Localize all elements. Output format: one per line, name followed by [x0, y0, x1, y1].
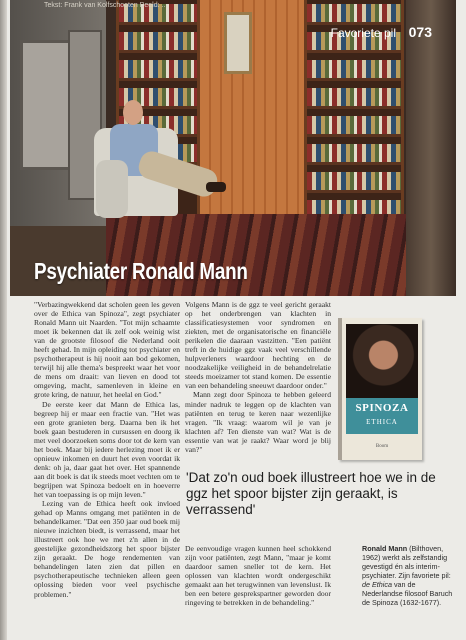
- body-column-2-continued: [185, 544, 331, 607]
- book-cover: [338, 318, 422, 460]
- pull-quote: 'Dat zo'n oud boek illustreert hoe we in de ggz het spoor bijster zijn geraakt, is verrassend': [186, 470, 436, 517]
- article-title: Psychiater Ronald Mann: [34, 258, 248, 284]
- photo-credit: Tekst: Frank van Kolfschooten Beeld: ...: [44, 2, 168, 9]
- bio-text-end: van de Nederlandse filosoof Baruch de Spinoza (1632-1677).: [362, 580, 453, 608]
- photo-wooden-wall: [200, 0, 310, 230]
- photo-person-shoe: [206, 182, 226, 192]
- book-subtitle: ETHICA: [366, 418, 398, 426]
- paragraph: Lezing van de Ethica heeft ook invloed gehad op Manns omgang met patiënten in de behandelkamer. "Dat een 350 jaar oud boek mij nieuwe inzichten biedt, is verrassend, maar het illustreert ook hoe we met z'n allen in de geestelijke gezondheidszorg het spoor bijster zijn geraakt. De hoge rendementen van behandelingen laten zien dat pillen en psychotherapeutische technieken alleen geen oplossing bieden voor veel psychische problemen.": [34, 499, 180, 599]
- shelf-row: [307, 116, 401, 137]
- shelf-row: [307, 172, 401, 193]
- paragraph: De eerste keer dat Mann de Ethica las, begreep hij er maar een fractie van. "Het was een grote granieten berg. Daarna ben ik het boek gaan bestuderen in cursussen en doorg ik met veel doorzoeken soms door tot de kern van het boek. Maar bij iedere herlezing moet ik er opnieuw inkomen en duurt het even voordat ik denk: oh ja, daar gaat het over. Het spannende aan dit boek is dat ik steeds moet vechten om te begrijpen wat Spinoza bedoelt en in hoeverre het van toepassing is op mijn leven.": [34, 399, 180, 499]
- book-publisher: Boom: [375, 444, 389, 449]
- photo-painting: [224, 12, 252, 74]
- shelf-row: [307, 60, 401, 81]
- book-title: SPINOZA: [355, 402, 409, 414]
- photo-pillar: [406, 0, 456, 296]
- portrait-photo: [10, 0, 456, 296]
- section-label: Favoriete pil: [330, 26, 396, 40]
- paragraph: Volgens Mann is de ggz te veel gericht geraakt op het onderbrengen van klachten in classificatiesystemen voor syndromen en ziekten, met de organisatorische en financiële perikelen die daaraan vastzitten. "Een patiënt treft in de huidige ggz vaak veel verschillende hulpverleners waardoor hechting en de noodzakelijke veiligheid in de behandelrelatie steeds moeizamer tot stand komen. De essentie van een behandeling sneeuwt daardoor onder.": [185, 300, 331, 391]
- bio-text: (Bilthoven, 1962) werkt als zelfstandig gevestigd én als interim-psychiater. Zijn favoriete pil:: [362, 544, 451, 581]
- paragraph: Mann zegt door Spinoza te hebben geleerd minder nadruk te leggen op de klachten van patiënten en terug te keren naar wezenlijke vragen. "Ik vraag: waarom wil je van je klachten af? Ten dienste van wat? Wat is de essentie van wat je raakt? Waar word je blij van?": [185, 390, 331, 454]
- photo-armchair-arm: [96, 160, 128, 218]
- shelf-row: [307, 144, 401, 165]
- body-column-1: [34, 300, 180, 599]
- photo-person-head: [123, 100, 143, 125]
- paragraph: "Verbazingwekkend dat scholen geen les geven over de Ethica van Spinoza", zegt psychiater Ronald Mann uit Naarden. "Tot mijn schaamte moet ik bekennen dat ik zelf ook weinig wist van de grootste filosoof die Nederland ooit heeft gehad. In mijn opleiding tot psychiater en psychotherapeut is hij nooit aan bod gekomen, terwijl hij alle thema's bespreekt waar het voor de mens om draait: van lieven en dood tot omgeving, macht, samenleven in kleine en grote kring, de natuur, het heelal en God.": [34, 300, 180, 400]
- paragraph: De eenvoudige vragen kunnen heel schokkend zijn voor patiënten, zegt Mann, "maar je komt daardoor samen sneller tot de kern. Het oplossen van klachten wordt ondergeschikt gemaakt aan het terugwinnen van levenslust. Ik ben een betere gesprekspartner geworden door ringeving te betrekken in de behandeling.": [185, 544, 331, 608]
- author-bio: [362, 544, 454, 607]
- page-binding-edge: [0, 0, 7, 640]
- spinoza-portrait-image: [346, 324, 418, 398]
- shelf-row: [307, 4, 401, 25]
- shelf-row: [119, 60, 197, 81]
- bio-name: Ronald Mann: [362, 544, 408, 553]
- bio-book-title: de Ethica: [362, 580, 392, 590]
- shelf-row: [119, 32, 197, 53]
- shelf-row: [307, 88, 401, 109]
- page-number: 073: [408, 24, 432, 40]
- body-column-2: [185, 300, 331, 454]
